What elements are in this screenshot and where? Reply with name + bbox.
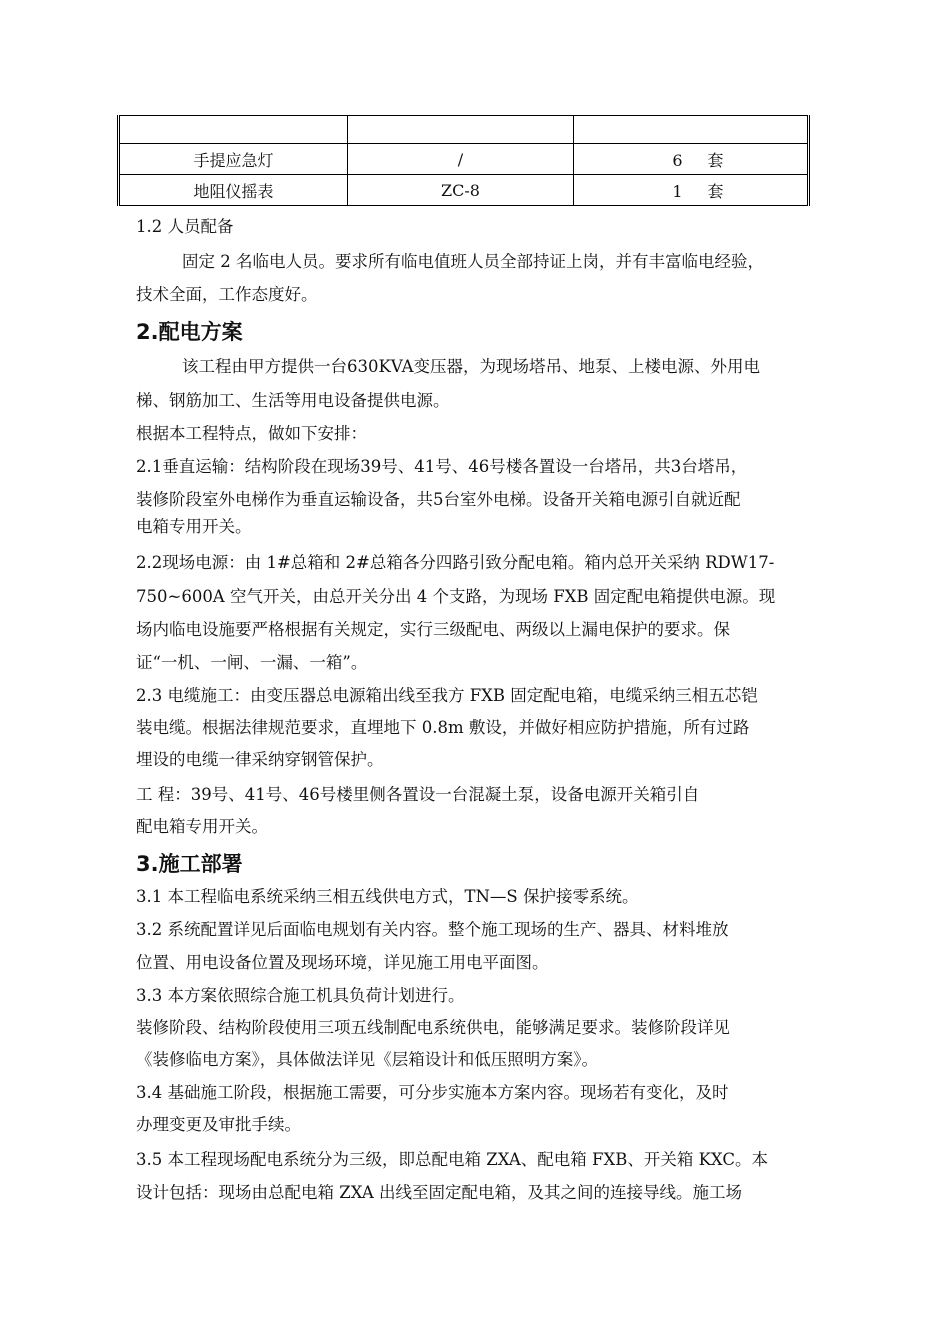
table-cell xyxy=(348,116,574,144)
table-cell-quantity xyxy=(574,175,809,206)
paragraph-line: 2.1垂直运输：结构阶段在现场39号、41号、46号楼各置设一台塔吊，共3台塔吊， xyxy=(136,457,748,476)
table-cell-spec: / xyxy=(348,144,574,175)
table-row xyxy=(119,116,809,144)
paragraph-line: 工 程：39号、41号、46号楼里侧各置设一台混凝土泵，设备电源开关箱引自 xyxy=(136,785,700,804)
paragraph-line: 证“一机、一闸、一漏、一箱”。 xyxy=(136,653,368,672)
table-cell-name: 手提应急灯 xyxy=(119,144,348,175)
paragraph-line: 3.5 本工程现场配电系统分为三级，即总配电箱 ZXA、配电箱 FXB、开关箱 KXC。本 xyxy=(136,1150,768,1169)
section-heading-3: 3.施工部署 xyxy=(136,852,243,876)
quantity-value: 1 xyxy=(672,181,683,201)
paragraph-line: 3.4 基础施工阶段，根据施工需要，可分步实施本方案内容。现场若有变化，及时 xyxy=(136,1083,729,1102)
quantity-unit: 套 xyxy=(707,150,724,170)
equipment-table xyxy=(117,115,810,206)
table-cell-quantity xyxy=(574,144,809,175)
paragraph-line: 2.3 电缆施工：由变压器总电源箱出线至我方 FXB 固定配电箱，电缆采纳三相五芯铠 xyxy=(136,686,758,705)
paragraph-line: 电箱专用开关。 xyxy=(136,517,252,536)
table-row xyxy=(119,175,809,206)
paragraph-line: 3.3 本方案依照综合施工机具负荷计划进行。 xyxy=(136,986,465,1005)
section-heading-2: 2.配电方案 xyxy=(136,320,243,344)
paragraph-line: 固定 2 名临电人员。要求所有临电值班人员全部持证上岗，并有丰富临电经验， xyxy=(182,252,764,271)
paragraph-line: 装电缆。根据法律规范要求，直埋地下 0.8m 敷设，并做好相应防护措施，所有过路 xyxy=(136,718,750,737)
table-cell-spec: ZC-8 xyxy=(348,175,574,206)
paragraph-line: 根据本工程特点，做如下安排： xyxy=(136,424,367,443)
paragraph-line: 2.2现场电源：由 1#总箱和 2#总箱各分四路引致分配电箱。箱内总开关采纳 RDW17- xyxy=(136,553,775,572)
paragraph-line: 《装修临电方案》，具体做法详见《层箱设计和低压照明方案》。 xyxy=(136,1050,598,1069)
paragraph-line: 梯、钢筋加工、生活等用电设备提供电源。 xyxy=(136,391,450,410)
paragraph-line: 该工程由甲方提供一台630KVA变压器，为现场塔吊、地泵、上楼电源、外用电 xyxy=(182,357,761,376)
table-row xyxy=(119,144,809,175)
paragraph-line: 装修阶段室外电梯作为垂直运输设备，共5台室外电梯。设备开关箱电源引自就近配 xyxy=(136,490,741,509)
table-cell xyxy=(574,116,809,144)
paragraph-line: 场内临电设施要严格根据有关规定，实行三级配电、两级以上漏电保护的要求。保 xyxy=(136,620,730,639)
paragraph-line: 750~600A 空气开关，由总开关分出 4 个支路，为现场 FXB 固定配电箱提供电源。现 xyxy=(136,587,776,606)
paragraph-line: 埋设的电缆一律采纳穿钢管保护。 xyxy=(136,750,384,769)
section-title-1-2: 1.2 人员配备 xyxy=(136,217,234,236)
quantity-value: 6 xyxy=(672,150,683,170)
paragraph-line: 配电箱专用开关。 xyxy=(136,817,268,836)
paragraph-line: 技术全面，工作态度好。 xyxy=(136,285,318,304)
paragraph-line: 3.1 本工程临电系统采纳三相五线供电方式，TN—S 保护接零系统。 xyxy=(136,887,639,906)
table-cell xyxy=(119,116,348,144)
paragraph-line: 办理变更及审批手续。 xyxy=(136,1115,301,1134)
paragraph-line: 3.2 系统配置详见后面临电规划有关内容。整个施工现场的生产、器具、材料堆放 xyxy=(136,920,729,939)
paragraph-line: 装修阶段、结构阶段使用三项五线制配电系统供电，能够满足要求。装修阶段详见 xyxy=(136,1018,730,1037)
quantity-unit: 套 xyxy=(707,181,724,201)
paragraph-line: 位置、用电设备位置及现场环境，详见施工用电平面图。 xyxy=(136,953,549,972)
paragraph-line: 设计包括：现场由总配电箱 ZXA 出线至固定配电箱，及其之间的连接导线。施工场 xyxy=(136,1183,743,1202)
table-cell-name: 地阻仪摇表 xyxy=(119,175,348,206)
